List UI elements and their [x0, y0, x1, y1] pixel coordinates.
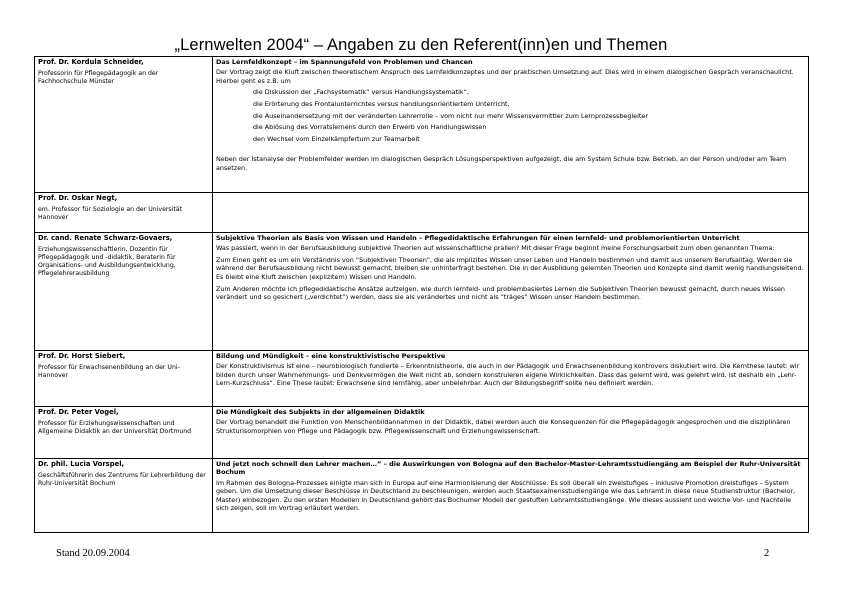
speaker-affiliation: em. Professor für Soziologie an der Universität Hannover [38, 206, 183, 222]
topic-bullet: die Erörterung des Frontalunterrichtes versus handlungsorientiertem Unterricht, [253, 99, 510, 108]
topic-closing: Neben der Istanalyse der Problemfelder werden im dialogischen Gespräch Lösungsperspektiven aufgezeigt, die am System Schule bzw. Betrieb, an der Person und/oder am Team ansetzen. [216, 155, 787, 172]
topic-title: Das Lernfeldkonzept – im Spannungsfeld von Problemen und Chancen [216, 58, 473, 66]
topic-paragraph: Der Konstruktivismus ist eine – neurobiologisch fundierte – Erkenntnistheorie, die auch in der Pädagogik und Erwachsenenbildung kontrovers diskutiert wird. Die Kernthese lautet: wir bilden durch unser Wahrnehmungs- und Denkvermögen die Welt nicht ab, sondern konstruieren eigene Wirklichkeiten. Dass das gelernt wird, was gelehrt wird, ist deshalb ein „Lehr-Lern-Kurzschluss“. Eine These lautet: Erwachsene sind lernfähig, aber unbelehrbar. Auch der Bildungsbegriff sollte neu definiert werden. [216, 362, 800, 388]
speaker-name: Prof. Dr. Kordula Schneider, [38, 58, 144, 66]
table-row [35, 459, 809, 533]
speaker-table [34, 56, 809, 533]
speaker-cell [35, 407, 213, 459]
page-title: „Lernwelten 2004“ – Angaben zu den Referent(inn)en und Themen [174, 36, 668, 54]
topic-cell [213, 57, 809, 193]
topic-cell [213, 233, 809, 351]
topic-bullet: die Diskussion der „Fachsystematik“ versus Handlungssystematik“, [253, 88, 469, 97]
speaker-cell [35, 193, 213, 233]
footer-date: Stand 20.09.2004 [56, 548, 130, 559]
speaker-name: Prof. Dr. Peter Vogel, [38, 408, 119, 416]
speaker-name: Dr. phil. Lucia Vorspel, [38, 460, 125, 468]
speaker-cell [35, 459, 213, 533]
page-number: 2 [764, 548, 770, 559]
speaker-affiliation: Professor für Erziehungswissenschaften und Allgemeine Didaktik an der Universität Dortmund [38, 420, 192, 436]
speaker-cell [35, 351, 213, 407]
topic-cell [213, 351, 809, 407]
speaker-name: Dr. cand. Renate Schwarz-Govaers, [38, 234, 173, 242]
topic-bullet: den Wechsel vom Einzelkämpfertum zur Teamarbeit [253, 134, 420, 143]
table-row [35, 57, 809, 193]
speaker-affiliation: Professor für Erwachsenenbildung an der Uni-Hannover [38, 364, 180, 380]
topic-bullet: die Ablösung des Vorratslernens durch den Erwerb von Handlungswissen [253, 123, 487, 132]
topic-title: Und jetzt noch schnell den Lehrer machen…” – die Auswirkungen von Bologna auf den Bachelor-Master-Lehramtsstudiengäng am Beispiel der Ruhr-Universität Bochum [216, 460, 801, 477]
topic-cell [213, 459, 809, 533]
topic-paragraph: Zum Einen geht es um ein Verständnis von “Subjektiven Theorien”, die als implizites Wissen unser Leben und Handeln bestimmen und damit aus unserem Berufsalltag. Werden sie während der Berufsausbildung nicht bewusst gemacht, bleiben sie unhinterfragt bestehen. Die in der Ausbildung gelernten Theorien und Konzepte sind damit wenig handlungsleitend. Es bleibt eine Kluft zwischen (explizitem) Wissen und Handeln. [216, 255, 804, 281]
speaker-cell [35, 57, 213, 193]
table-row [35, 407, 809, 459]
topic-cell [213, 407, 809, 459]
topic-bullet: die Auseinandersetzung mit der veränderten Lehrerrolle – vom nicht nur mehr Wissensvermittler zum Lernprozessbegleiter [253, 111, 648, 120]
topic-paragraph: Was passiert, wenn in der Berufsausbildung subjektive Theorien auf wissenschaftliche prallen? Mit dieser Frage beginnt meine Forschungsarbeit zum oben genannten Thema: [216, 244, 775, 253]
topic-title: Bildung und Mündigkeit – eine konstruktivistische Perspektive [216, 352, 446, 360]
table-row [35, 193, 809, 233]
table-row [35, 233, 809, 351]
speaker-affiliation: Erziehungswissenschaftlerin, Dozentin für Pflegepädagogik und -didaktik, Beraterin für Organisations- und Ausbildungsentwicklung, Pflegelehrerausbildung [38, 246, 176, 278]
topic-title: Die Mündigkeit des Subjekts in der allgemeinen Didaktik [216, 408, 425, 416]
speaker-cell [35, 233, 213, 351]
topic-title: Subjektive Theorien als Basis von Wissen und Handeln – Pflegedidaktische Erfahrungen für einen lernfeld- und problemorientierten Unterricht [216, 234, 740, 242]
topic-cell [213, 193, 809, 233]
speaker-affiliation: Professorin für Pflegepädagogik an der Fachhochschule Münster [38, 70, 159, 86]
table-row [35, 351, 809, 407]
topic-paragraph: Der Vortrag zeigt die Kluft zwischen theoretischem Anspruch des Lernfeldkonzeptes und der praktischen Umsetzung auf. Dies wird in einem dialogischen Gespräch veranschaulicht. Hierbei geht es z.B. um [216, 68, 794, 85]
speaker-name: Prof. Dr. Horst Siebert, [38, 352, 126, 360]
speaker-affiliation: Geschäftsführerin des Zentrums für Lehrerbildung der Ruhr-Universität Bochum [38, 472, 206, 488]
topic-paragraph: Im Rahmen des Bologna-Prozesses einigte man sich in Europa auf eine Harmonisierung der Abschlüsse. Es soll überall ein zweistufiges – inklusive Promotion dreistufiges – System geben. Um die Umsetzung dieser Beschlüsse in Deutschland zu beschleunigen, werden auch Staatsexamensstudiengänge wie das Lehramt in diese neue Studienstruktur (Bachelor, Master) einbezogen. Zu den ersten Modellen in Deutschland gehört das Bochumer Modell der gestuften Lehramtsstudiengänge. Wie dieses aussieht und welche Vor- und Nachteile sich zeigen, soll im Vortrag erläutert werden. [216, 478, 796, 513]
topic-paragraph: Zum Anderen möchte ich pflegedidaktische Ansätze aufzeigen, wie durch lernfeld- und problembasiertes Lernen die Subjektiven Theorien bewusst gemacht, durch neues Wissen verändert und so gesichert („verdichtet”) werden, dass sie als verändertes und nicht als “träges” Wissen unser Handeln bestimmen. [216, 284, 785, 302]
topic-paragraph: Der Vortrag behandelt die Funktion von Menschenbildannahmen in der Didaktik, dabei werden auch die Konsequenzen für die Pflegepädagogik angesprochen und die disziplinären Strukturisomorphien von Pflege und Pädagogik bzw. Pflegewissenschaft und Erziehungswissenschaft. [216, 418, 791, 435]
speaker-name: Prof. Dr. Oskar Negt, [38, 194, 118, 202]
